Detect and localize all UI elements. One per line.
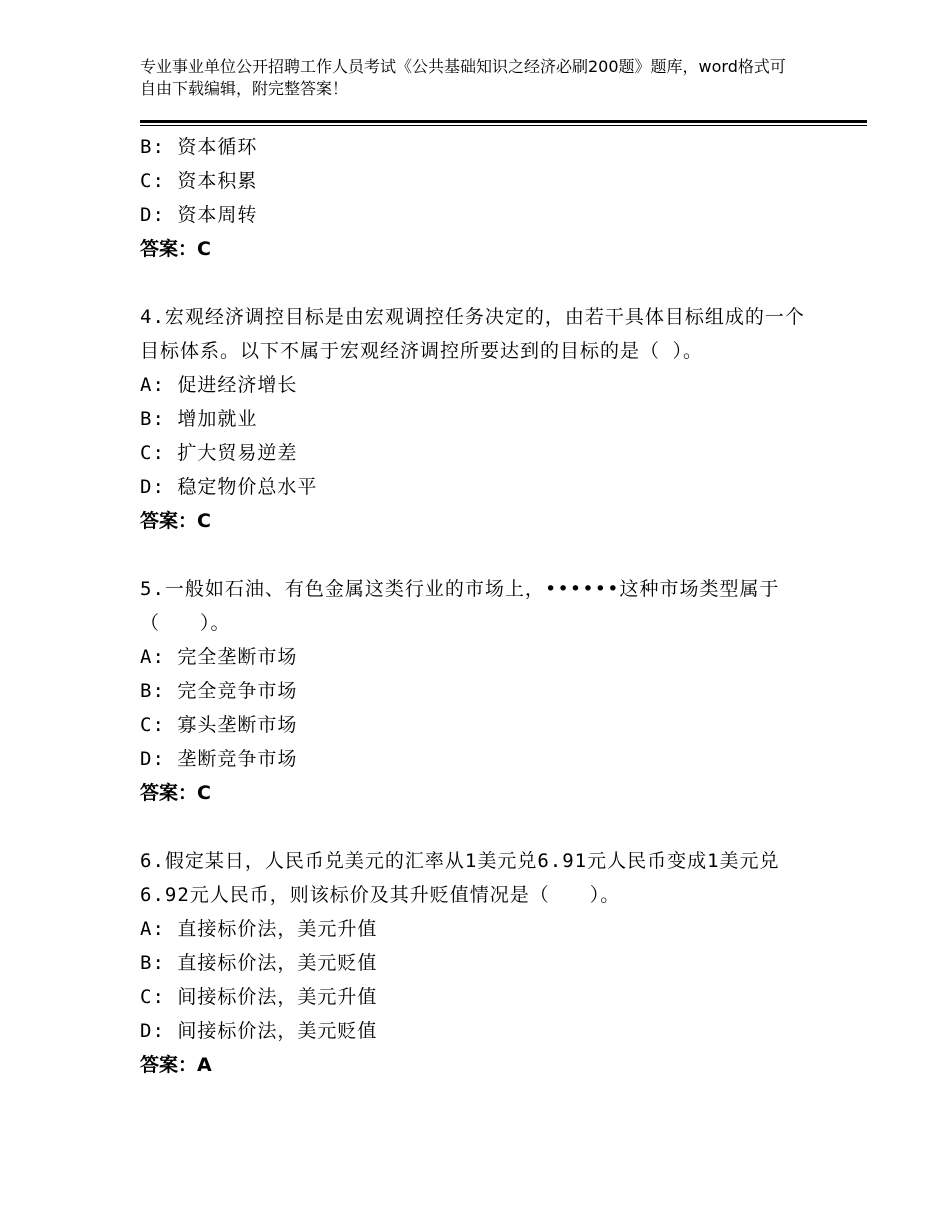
option-a: A: 直接标价法，美元升值 (140, 918, 378, 940)
question-block-partial (140, 130, 810, 266)
question-list (140, 130, 810, 1082)
question-stem: 6.假定某日，人民币兑美元的汇率从1美元兑6.91元人民币变成1美元兑6.92元人民币，则该标价及其升贬值情况是（ ）。 (140, 850, 780, 906)
question-stem: 5.一般如石油、有色金属这类行业的市场上，••••••这种市场类型属于（ ）。 (140, 578, 780, 634)
header-divider-thin (140, 125, 867, 126)
answer-line: 答案：C (140, 238, 211, 260)
header-title: 专业事业单位公开招聘工作人员考试《公共基础知识之经济必刷200题》题库，word格式可自由下载编辑，附完整答案！ (140, 57, 786, 98)
question-block-6 (140, 844, 810, 1082)
option-c: C: 寡头垄断市场 (140, 714, 298, 736)
option-d: D: 垄断竞争市场 (140, 748, 298, 770)
option-d: D: 资本周转 (140, 204, 258, 226)
header-divider (140, 120, 867, 123)
answer-line: 答案：C (140, 510, 211, 532)
option-c: C: 扩大贸易逆差 (140, 442, 298, 464)
answer-line: 答案：A (140, 1054, 212, 1076)
option-d: D: 稳定物价总水平 (140, 476, 318, 498)
option-a: A: 完全垄断市场 (140, 646, 298, 668)
option-b: B: 完全竞争市场 (140, 680, 298, 702)
question-stem: 4.宏观经济调控目标是由宏观调控任务决定的，由若干具体目标组成的一个目标体系。以下不属于宏观经济调控所要达到的目标的是（ ）。 (140, 306, 805, 362)
option-b: B: 增加就业 (140, 408, 258, 430)
option-a: A: 促进经济增长 (140, 374, 298, 396)
option-c: C: 间接标价法，美元升值 (140, 986, 378, 1008)
option-c: C: 资本积累 (140, 170, 258, 192)
question-block-5 (140, 572, 810, 810)
option-b: B: 资本循环 (140, 136, 258, 158)
option-b: B: 直接标价法，美元贬值 (140, 952, 378, 974)
document-header (140, 56, 800, 100)
question-block-4 (140, 300, 810, 538)
option-d: D: 间接标价法，美元贬值 (140, 1020, 378, 1042)
answer-line: 答案：C (140, 782, 211, 804)
